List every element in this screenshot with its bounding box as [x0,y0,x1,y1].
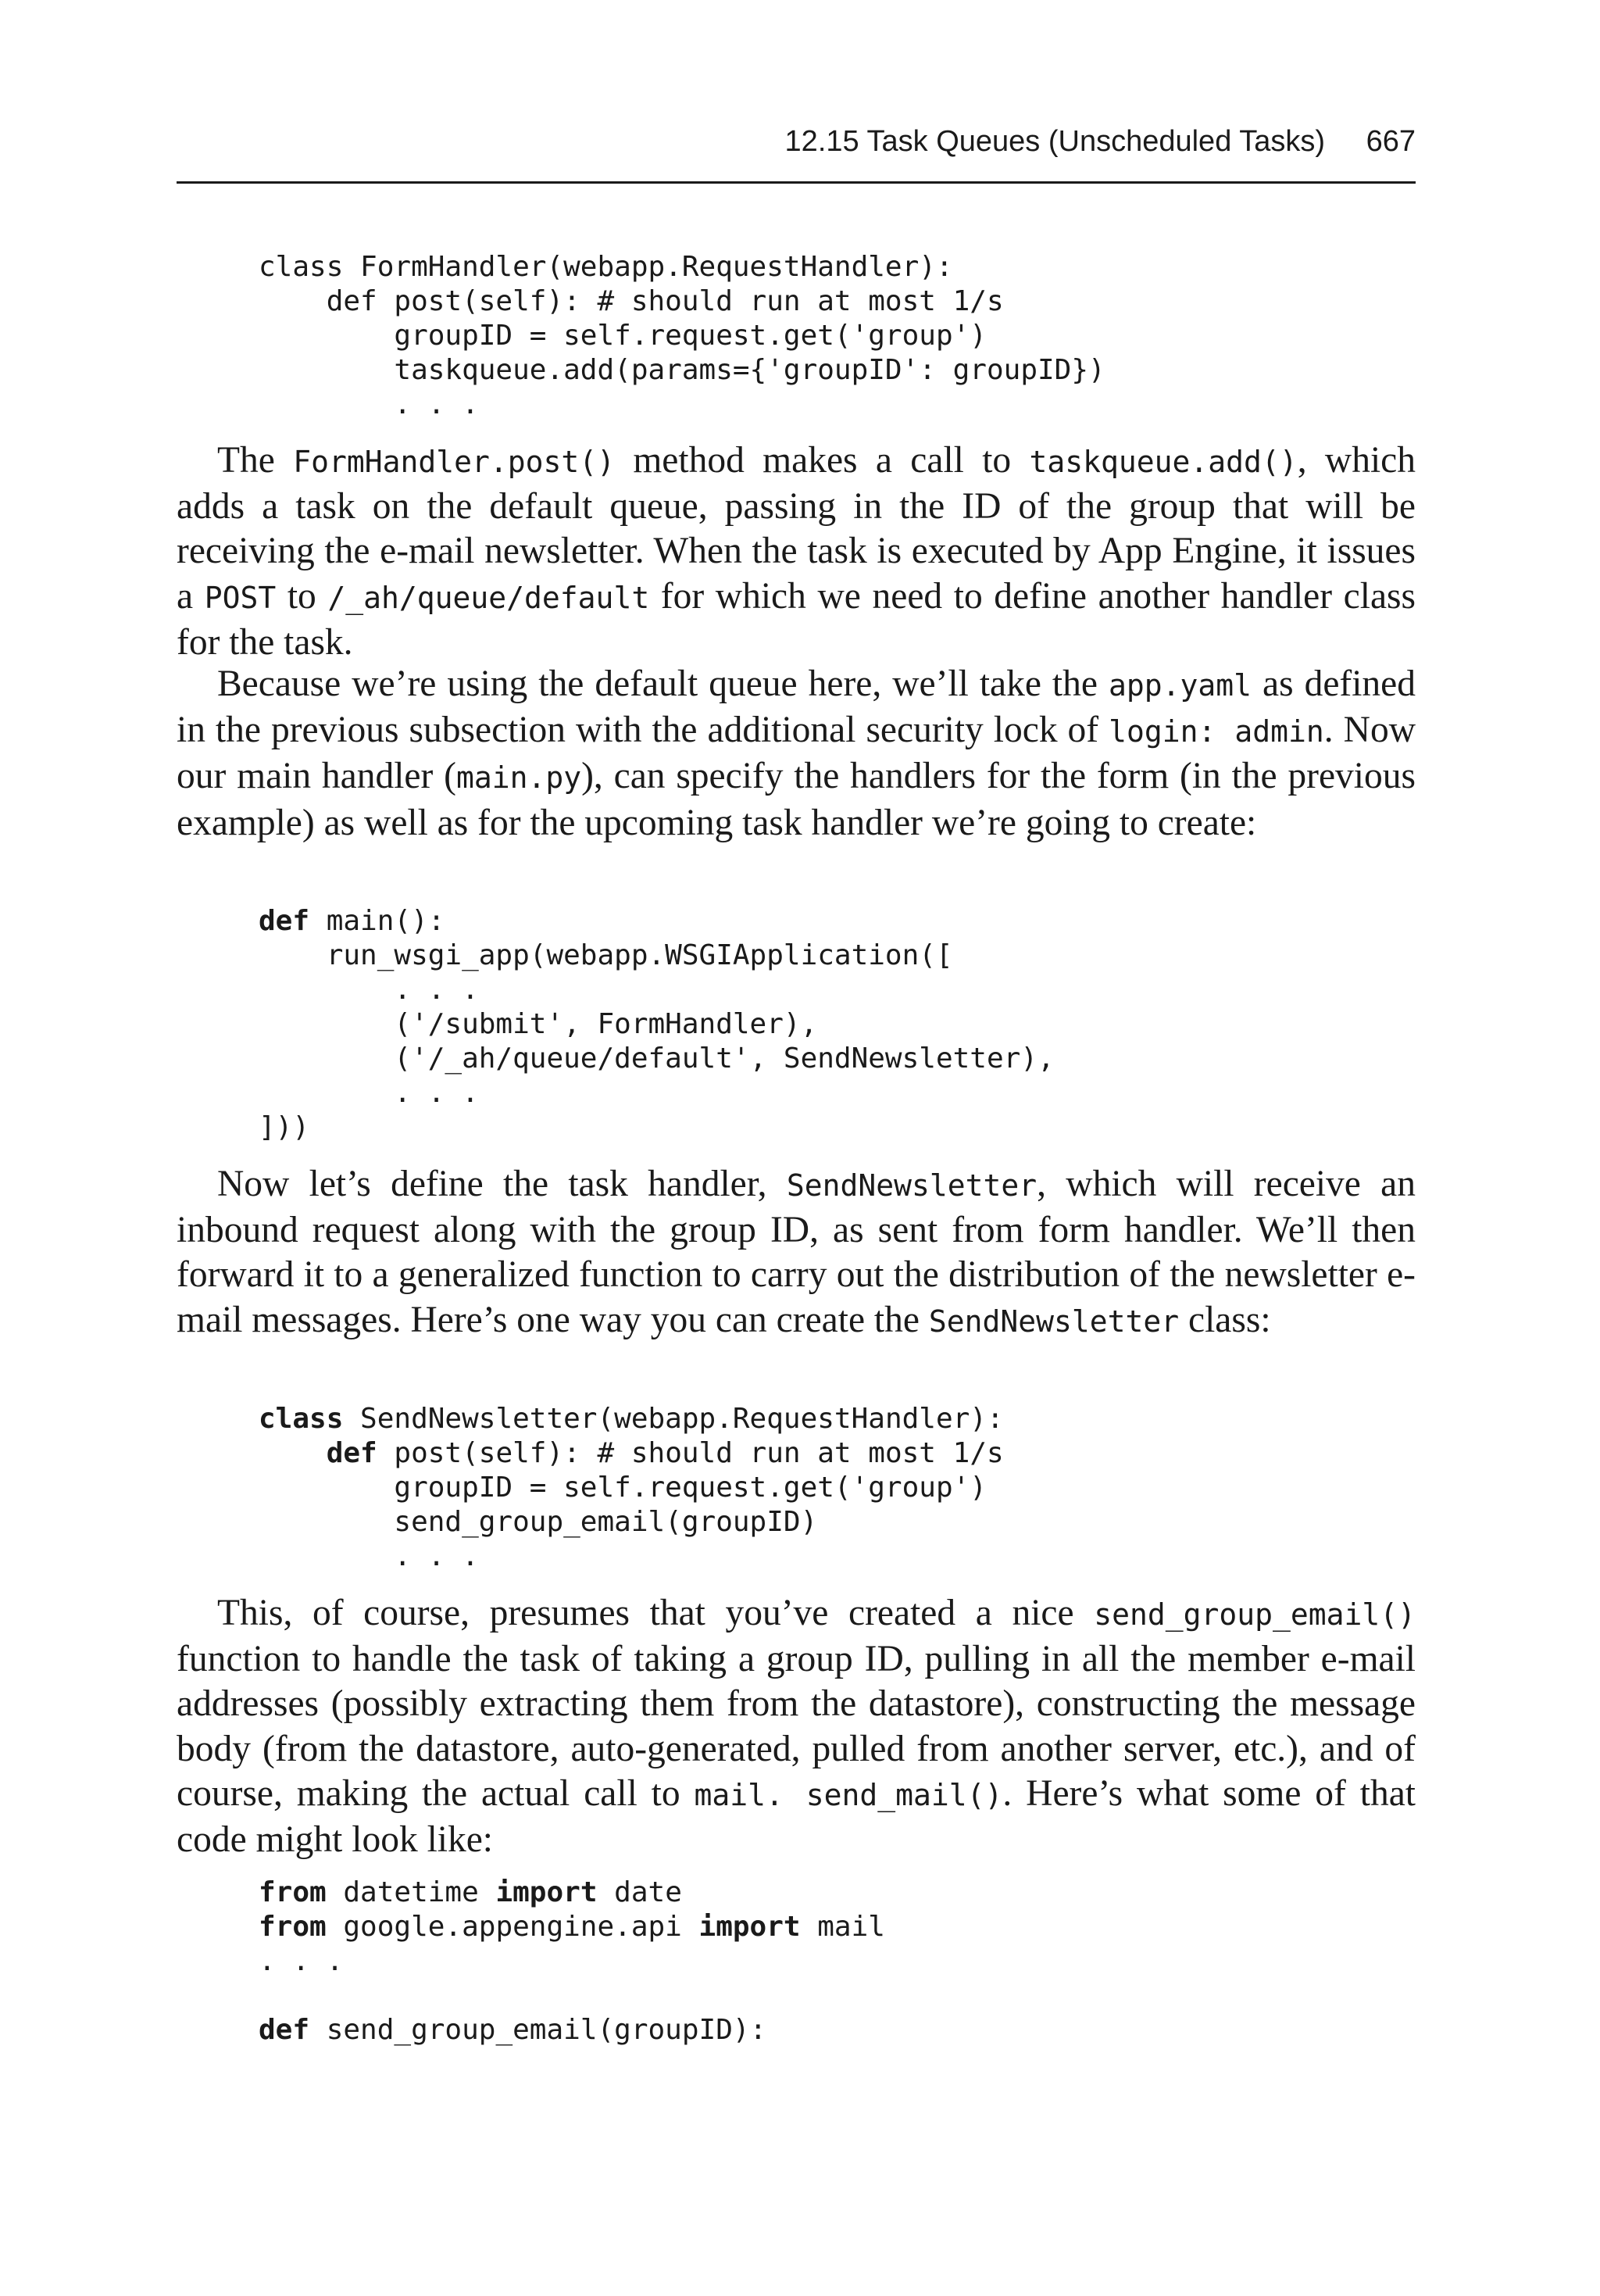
code-line: post(self): # should run at most 1/s [377,1437,1004,1469]
inline-code: /_ah/queue/default [327,580,650,615]
text: The [217,440,294,481]
code-line: main(): [309,905,445,937]
code-line: class FormHandler(webapp.RequestHandler): [259,251,953,283]
inline-code: mail. send_mail() [694,1777,1003,1812]
text: , which will receive an inbound request along with the group ID, as sent from form handler. We’ll then forward it to a generalized function to carry out the distribution of the newsletter e-mail messages. Here’s one way you can create the [177,1164,1416,1340]
keyword: from [259,1876,327,1908]
keyword: import [495,1876,598,1908]
keyword: def [259,905,310,937]
text: This, of course, presumes that you’ve created a nice [217,1593,1095,1633]
inline-code: FormHandler.post() [293,445,616,479]
inline-code: app.yaml [1108,668,1252,703]
code-text: datetime [326,1876,496,1908]
code-line: send_group_email(groupID): [309,2014,767,2046]
inline-code: taskqueue.add() [1029,445,1298,479]
code-line: groupID = self.request.get('group') [259,320,987,352]
text: Because we’re using the default queue here, we’ll take the [217,663,1109,704]
keyword: def [259,2014,310,2046]
code-block-sendnewsletter [259,1402,1004,1574]
code-line: taskqueue.add(params={'groupID': groupID}) [259,354,1105,386]
keyword: def [326,1437,377,1469]
text: to [276,575,328,617]
code-line: . . . [259,388,479,420]
keyword: from [259,1911,327,1943]
text: . Here’s what some of that code might look like: [177,1772,1416,1861]
inline-code: POST [204,580,277,615]
code-indent [259,1437,327,1469]
keyword: import [698,1911,801,1943]
code-line: def post(self): # should run at most 1/s [259,285,1004,317]
inline-code: login: admin [1109,714,1324,749]
code-block-formhandler [259,250,1105,422]
code-text: google.appengine.api [326,1911,699,1943]
running-header [177,117,1416,184]
paragraph-1 [177,438,1416,665]
code-lines: run_wsgi_app(webapp.WSGIApplication([ . . . ('/submit', FormHandler), ('/_ah/queue/default', SendNewsletter), . . . ])) [259,939,1055,1143]
code-lines: groupID = self.request.get('group') send_group_email(groupID) . . . [394,1472,987,1572]
code-line: . . . [259,1945,344,1977]
text: Now let’s define the task handler, [217,1164,787,1204]
inline-code: main.py [455,760,582,796]
text: as defined in the previous subsection with the additional security lock of [177,663,1416,751]
text: class: [1179,1299,1271,1340]
inline-code: send_group_email() [1094,1597,1416,1632]
code-block-send-group-email [259,1876,885,2047]
page-number: 667 [1366,125,1416,158]
text: method makes a call to [615,440,1030,481]
code-block-main [259,904,1055,1145]
code-text: mail [800,1911,885,1943]
code-line: SendNewsletter(webapp.RequestHandler): [343,1403,1004,1435]
code-text: date [597,1876,682,1908]
text: function to handle the task of taking a group ID, pulling in all the member e-mail addresses (possibly extracting them from the datastore), constructing the message body (from the datastore, auto-generated, pulled from another server, etc.), and of course, making the actual call to [177,1639,1416,1814]
inline-code: SendNewsletter [786,1168,1038,1203]
text: ), can specify the handlers for the form (in the previous example) as well as for the upcoming task handler we’re going to create: [177,756,1416,843]
text: . Now our main handler ( [177,710,1416,797]
text: , which adds a task on the default queue, passing in the ID of the group that will be receiving the e-mail newsletter. When the task is executed by App Engine, it issues a [177,440,1416,617]
section-title: 12.15 Task Queues (Unscheduled Tasks) [784,125,1325,158]
paragraph-3 [177,1162,1416,1344]
paragraph-2 [177,662,1416,846]
text: for which we need to define another handler class for the task. [177,575,1416,663]
inline-code: SendNewsletter [928,1304,1180,1339]
paragraph-4 [177,1591,1416,1862]
keyword: class [259,1403,344,1435]
